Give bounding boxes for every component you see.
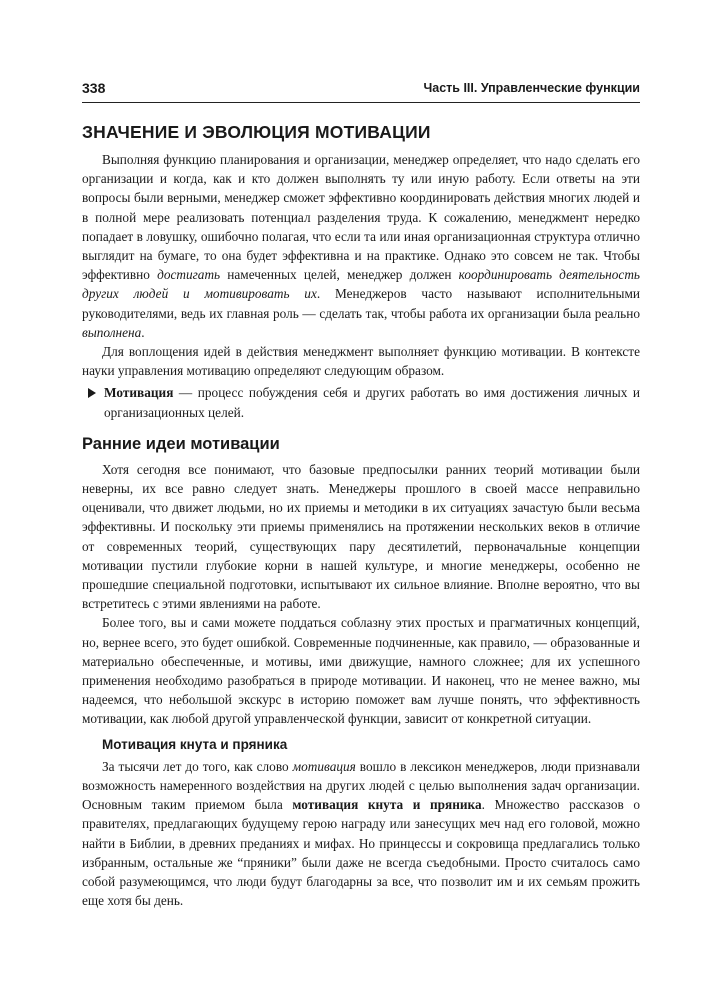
emphasis: выполнена [82,324,142,340]
running-head [82,78,640,100]
definition-term: Мотивация [104,385,174,401]
subsection-paragraph-1: Хотя сегодня все понимают, что базовые предпосылки ранних теорий мотивации были неверны, их все равно следует знать. Менеджеры прошлого в своей массе неправильно оценивали, что движет людьми, но их приемы и методики в их ситуациях зачастую были весьма эффективны. И поскольку эти приемы применялись на протяжении нескольких веков в отличие от современных теорий, существующих пару десятилетий, первоначальные концепции мотивации пустили глубокие корни в нашей культуре, и многие менеджеры, особенно не прошедшие специальной подготовки, испытывают их сильное влияние. Вполне вероятно, что вы встретитесь с этими явлениями на работе. [82,461,640,612]
subsubsection-paragraph-1 [82,757,640,911]
section-paragraph-1 [82,150,640,342]
header-rule [82,102,640,103]
section-paragraph-2: Для воплощения идей в действия менеджмент выполняет функцию мотивации. В контексте науки управления мотивацию определяют следующим образом. [82,344,640,379]
text-run: намеченных целей, менеджер должен [220,267,459,283]
definition-item [82,383,640,421]
emphasis: мотивация [292,758,356,774]
subsection-paragraph-2: Более того, вы и сами можете поддаться соблазну этих простых и прагматичных концепций, но, вернее всего, это будет ошибкой. Современные подчиненные, как правило, — образованные и материально обеспеченные, и мотивы, ими движущие, намного сложнее; для их успешного применения необходимо разобраться в природе мотивации. И наконец, что не менее важно, мы надеемся, что небольшой экскурс в историю поможет вам лучше понять, что эффективность мотивации, как любой другой управленческой функции, зависит от конкретной ситуации. [82,615,640,727]
section-title: ЗНАЧЕНИЕ И ЭВОЛЮЦИЯ МОТИВАЦИИ [82,122,431,142]
subsection-title: Ранние идеи мотивации [82,434,280,453]
text-run: . Менеджеров часто называют исполнительными руководителями, ведь их главная роль — сделать так, чтобы работа их организации была реально [82,286,640,321]
page-number: 338 [82,80,106,96]
triangle-bullet-icon [88,388,96,398]
text-run: Выполняя функцию планирования и организации, менеджер определяет, что надо сделать его организации и когда, как и кто должен выполнять ту или иную работу. Если ответы на эти вопросы были верными, менеджер сможет эффективно координировать действия многих людей и в полной мере реализовать потенциал разделения труда. К сожалению, менеджмент нередко попадает в ловушку, ошибочно полагая, что если та или иная организационная структура отлично выглядит на бумаге, то она будет эффективна и на практике. Однако это совсем не так. Чтобы эффективно [82,152,640,283]
strong-term: мотивация кнута и пряника [292,797,482,813]
definition-text: — процесс побуждения себя и других работать во имя достижения личных и организационных целей. [104,385,640,420]
text-run: . Множество рассказов о правителях, предлагающих будущему герою награду или занесущих меч над его головой, можно найти в Библии, в древних преданиях и мифах. Но принцессы и сокровища предлагались только избранным, остальные же “пряники” были даже не всегда съедобными. Просто считалось само собой разумеющимся, что люди будут благодарны за все, что позволит им и их семьям прожить еще хотя бы день. [82,797,640,909]
part-title: Часть III. Управленческие функции [423,81,640,95]
subsubsection-title: Мотивация кнута и пряника [102,736,288,752]
text-run: За тысячи лет до того, как слово [102,758,293,774]
text-run: . [141,324,145,340]
emphasis: достигать [157,267,221,283]
page-content [82,120,640,910]
text-run: вошло в лексикон менеджеров, люди признавали возможность намеренного воздействия на других людей с целью выполнения задач организации. Основным таким приемом была [82,758,640,813]
emphasis: координировать деятельность других людей и мотивировать их [82,267,640,302]
